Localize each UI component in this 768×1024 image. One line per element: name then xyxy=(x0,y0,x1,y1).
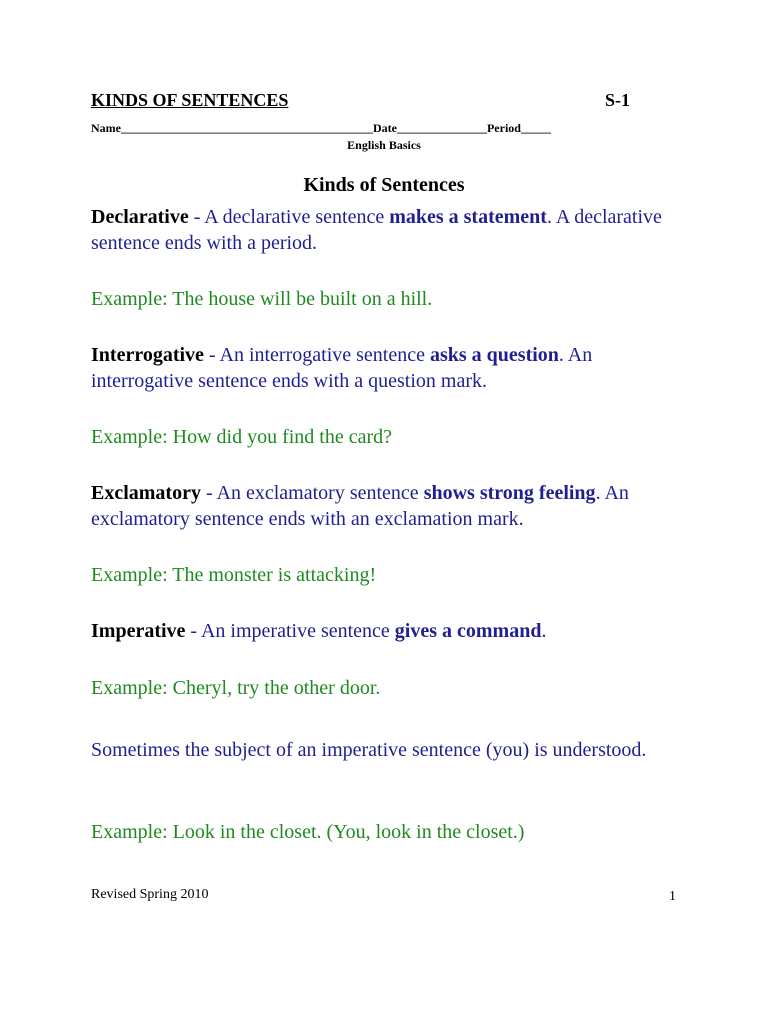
imperative-def-end: . xyxy=(541,620,547,642)
imperative-example: Example: Cheryl, try the other door. xyxy=(91,677,381,699)
interrogative-example: Example: How did you find the card? xyxy=(91,426,393,448)
imperative-definition xyxy=(91,618,691,644)
interrogative-definition xyxy=(91,342,691,394)
page-number: 1 xyxy=(669,889,676,904)
imperative-term: Imperative xyxy=(91,620,186,642)
interrogative-def-end: . An interrogative sentence ends with a question mark. xyxy=(91,344,593,392)
declarative-def-end: . A declarative sentence ends with a period. xyxy=(91,206,662,254)
declarative-dash: - xyxy=(188,206,205,228)
exclamatory-key-phrase: shows strong feeling xyxy=(423,482,596,504)
imperative-note-example: Example: Look in the closet. (You, look in the closet.) xyxy=(91,821,525,843)
exclamatory-def-start: An exclamatory sentence xyxy=(216,482,424,504)
interrogative-def-start: An interrogative sentence xyxy=(219,344,430,366)
imperative-key-phrase: gives a command xyxy=(394,620,542,642)
interrogative-dash: - xyxy=(203,344,220,366)
exclamatory-definition xyxy=(91,480,691,532)
imperative-note: Sometimes the subject of an imperative sentence (you) is understood. xyxy=(91,739,647,761)
declarative-definition xyxy=(91,204,691,256)
exclamatory-dash: - xyxy=(200,482,217,504)
declarative-example: Example: The house will be built on a hill. xyxy=(91,288,433,310)
revision-note: Revised Spring 2010 xyxy=(91,887,209,902)
declarative-term: Declarative xyxy=(91,206,189,228)
name-date-period-line: Name__________________________________________Date_______________Period_____ xyxy=(91,121,551,135)
page-title: Kinds of Sentences xyxy=(303,174,465,196)
interrogative-key-phrase: asks a question xyxy=(429,344,559,366)
exclamatory-term: Exclamatory xyxy=(91,482,201,504)
exclamatory-example: Example: The monster is attacking! xyxy=(91,564,377,586)
exclamatory-def-end: . An exclamatory sentence ends with an exclamation mark. xyxy=(91,482,629,530)
declarative-def-start: A declarative sentence xyxy=(204,206,390,228)
worksheet-code: S-1 xyxy=(605,90,631,110)
imperative-def-start: An imperative sentence xyxy=(200,620,395,642)
interrogative-term: Interrogative xyxy=(91,344,204,366)
worksheet-title: KINDS OF SENTENCES xyxy=(91,90,289,110)
imperative-dash: - xyxy=(185,620,201,642)
worksheet-subtitle: English Basics xyxy=(347,138,421,152)
declarative-key-phrase: makes a statement xyxy=(389,206,547,228)
